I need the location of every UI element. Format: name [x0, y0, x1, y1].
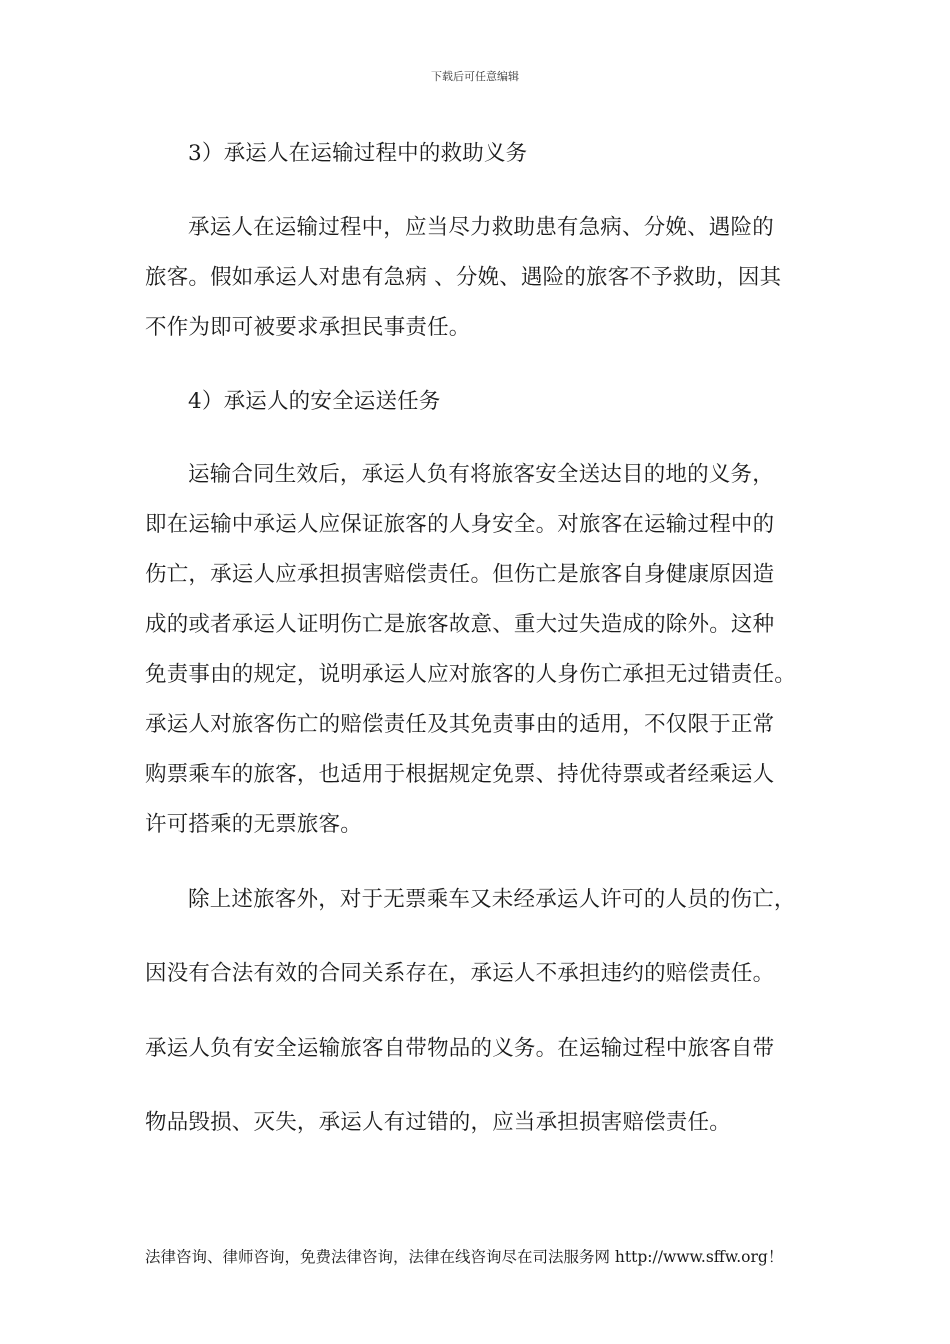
- page-header: 下载后可任意编辑: [431, 70, 519, 83]
- paragraph-3-line-3: 不作为即可被要求承担民事责任。: [145, 315, 471, 340]
- paragraph-3-line-2: 旅客。假如承运人对患有急病 、分娩、遇险的旅客不予救助，因其: [145, 265, 782, 290]
- paragraph-4-line-8: 许可搭乘的无票旅客。: [145, 812, 363, 837]
- paragraph-4-line-6: 承运人对旅客伤亡的赔偿责任及其免责事由的适用，不仅限于正常: [145, 712, 775, 737]
- paragraph-5-line-1: 除上述旅客外，对于无票乘车又未经承运人许可的人员的伤亡，: [188, 887, 796, 912]
- page-footer: 法律咨询、律师咨询，免费法律咨询，法律在线咨询尽在司法服务网 http://www.sffw.org！: [145, 1248, 784, 1266]
- paragraph-3-line-1: 承运人在运输过程中，应当尽力救助患有急病、分娩、遇险的: [188, 215, 774, 240]
- section-heading-4: 4）承运人的安全运送任务: [188, 389, 441, 414]
- section-heading-3: 3）承运人在运输过程中的救助义务: [188, 141, 528, 166]
- paragraph-4-line-3: 伤亡，承运人应承担损害赔偿责任。但伤亡是旅客自身健康原因造: [145, 562, 775, 587]
- paragraph-4-line-5: 免责事由的规定，说明承运人应对旅客的人身伤亡承担无过错责任。: [145, 662, 797, 687]
- paragraph-4-line-2: 即在运输中承运人应保证旅客的人身安全。对旅客在运输过程中的: [145, 512, 775, 537]
- paragraph-4-line-1: 运输合同生效后，承运人负有将旅客安全送达目的地的义务，: [188, 462, 774, 487]
- paragraph-5-line-4: 物品毁损、灭失，承运人有过错的，应当承担损害赔偿责任。: [145, 1110, 731, 1135]
- paragraph-4-line-4: 成的或者承运人证明伤亡是旅客故意、重大过失造成的除外。这种: [145, 612, 775, 637]
- paragraph-5-line-3: 承运人负有安全运输旅客自带物品的义务。在运输过程中旅客自带: [145, 1036, 775, 1061]
- paragraph-4-line-7: 购票乘车的旅客，也适用于根据规定免票、持优待票或者经乘运人: [145, 762, 775, 787]
- paragraph-5-line-2: 因没有合法有效的合同关系存在，承运人不承担违约的赔偿责任。: [145, 961, 775, 986]
